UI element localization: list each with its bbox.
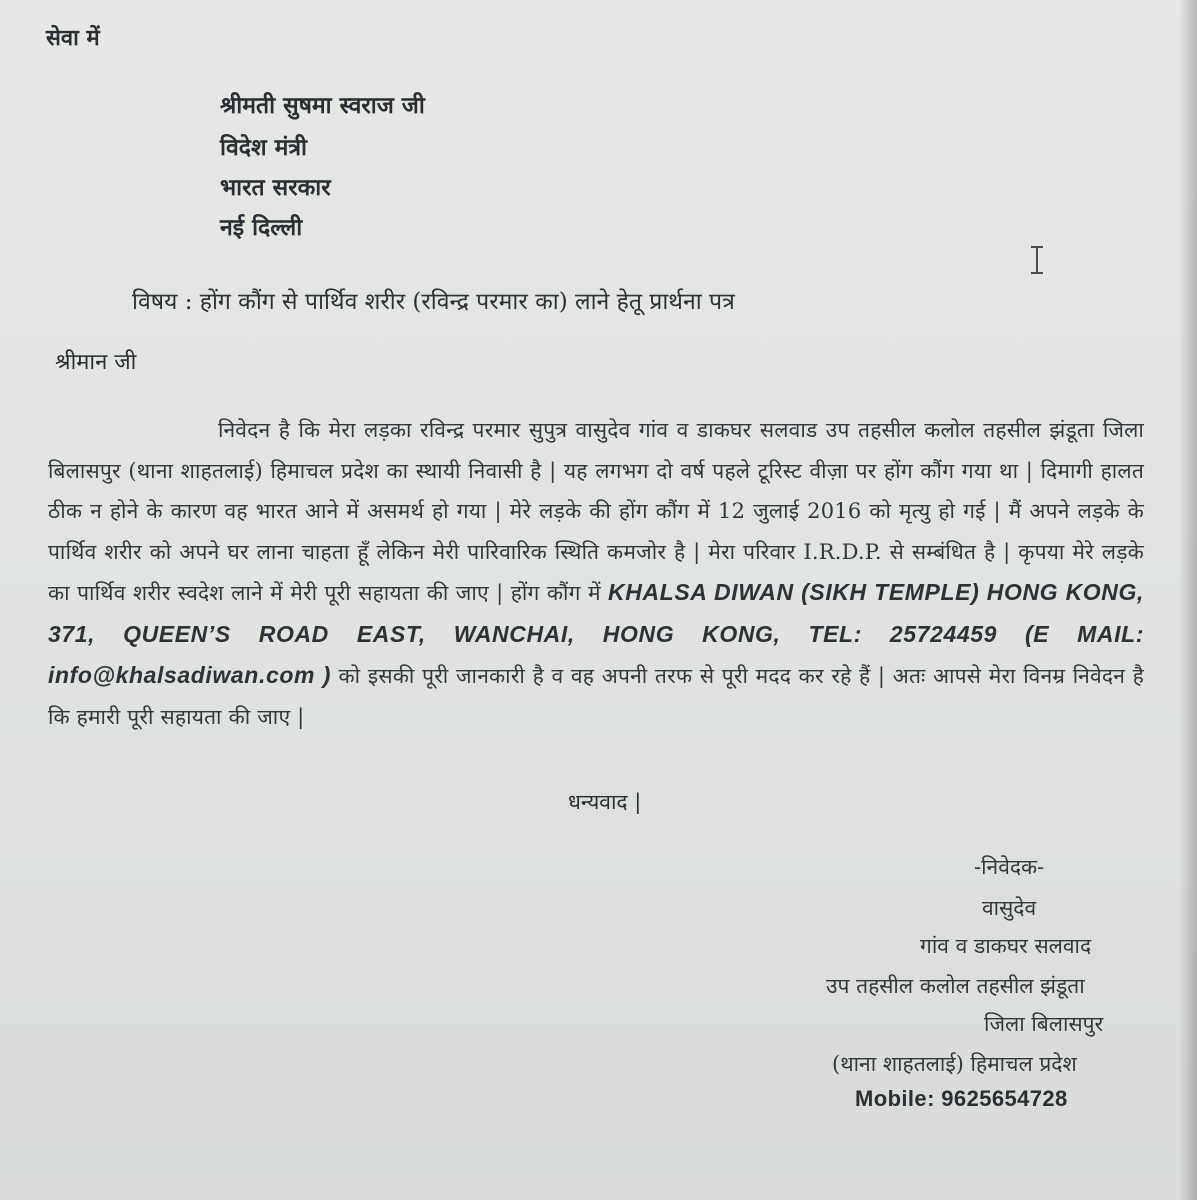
- greeting: श्रीमान जी: [55, 350, 137, 375]
- body-english-address: KHALSA DIWAN (SIKH TEMPLE) HONG KONG, 371, QUEEN’S ROAD EAST, WANCHAI, HONG KONG, TEL: 25724459 (E MAIL: info@khalsadiwan.com ): [48, 579, 1144, 688]
- letter-body: [48, 410, 1144, 737]
- signature-name: वासुदेव: [982, 896, 1037, 920]
- signature-mobile: Mobile: 9625654728: [855, 1086, 1068, 1111]
- signature-line-3: जिला बिलासपुर: [984, 1012, 1104, 1036]
- recipient-name: श्रीमती सुषमा स्वराज जी: [220, 92, 425, 119]
- salutation-to: सेवा में: [46, 25, 100, 51]
- recipient-city: नई दिल्ली: [220, 214, 303, 241]
- recipient-org: भारत सरकार: [220, 174, 331, 201]
- body-text-part2: को इसकी पूरी जानकारी है व वह अपनी तरफ से पूरी मदद कर रहे हैं | अतः आपसे मेरा विनम्र निवेदन है कि हमारी पूरी सहायता की जाए |: [48, 664, 1144, 729]
- signature-label: -निवेदक-: [974, 855, 1045, 879]
- signature-line-4: (थाना शाहतलाई) हिमाचल प्रदेश: [832, 1052, 1077, 1076]
- subject-line: विषय : होंग कौंग से पार्थिव शरीर (रविन्द्र परमार का) लाने हेतू प्रार्थना पत्र: [132, 289, 735, 315]
- signature-line-2: उप तहसील कलोल तहसील झंडूता: [826, 974, 1085, 998]
- body-text-part1: निवेदन है कि मेरा लड़का रविन्द्र परमार सुपुत्र वासुदेव गांव व डाकघर सलवाड उप तहसील कलोल तहसील झंडूता जिला बिलासपुर (थाना शाहतलाई) हिमाचल प्रदेश का स्थायी निवासी है | यह लगभग दो वर्ष पहले टूरिस्ट वीज़ा पर होंग कौंग गया था | दिमागी हालत ठीक न होने के कारण वह भारत आने में असमर्थ हो गया | मेरे लड़के की होंग कौंग में 12 जुलाई 2016 को मृत्यु हो गई | मैं अपने लड़के के पार्थिव शरीर को अपने घर लाना चाहता हूँ लेकिन मेरी पारिवारिक स्थिति कमजोर है | मेरा परिवार I.R.D.P. से सम्बंधित है | कृपया मेरे लड़के का पार्थिव शरीर स्वदेश लाने में मेरी पूरी सहायता की जाए | होंग कौंग में: [48, 418, 1144, 605]
- text-cursor-icon: [1031, 246, 1043, 274]
- signature-line-1: गांव व डाकघर सलवाद: [920, 934, 1092, 958]
- thanks-line: धन्यवाद |: [568, 790, 642, 814]
- recipient-title: विदेश मंत्री: [220, 134, 308, 161]
